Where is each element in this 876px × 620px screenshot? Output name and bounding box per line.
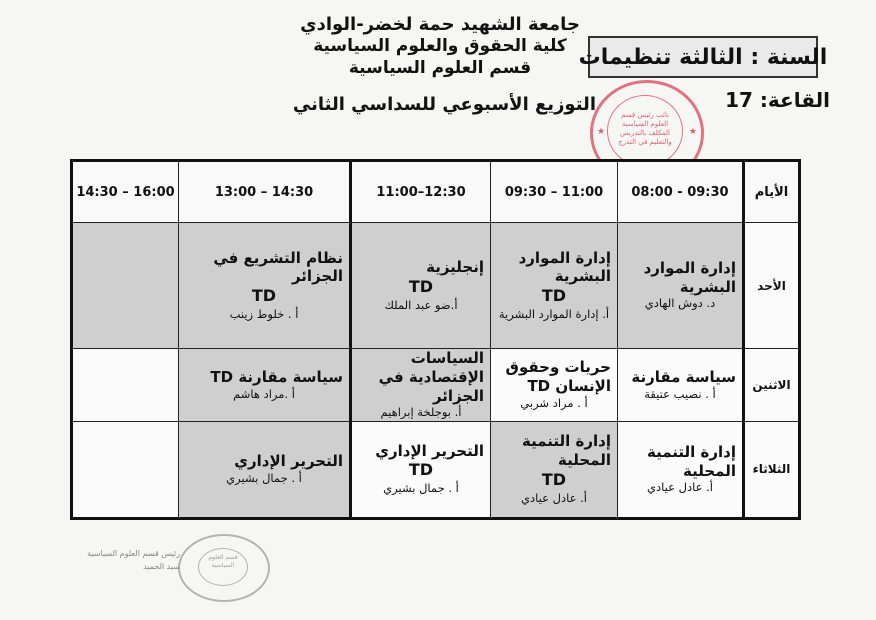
cell-td-marker: TD	[541, 469, 567, 489]
timetable-cell	[72, 349, 179, 422]
cell-teacher: أ.ضو عبد الملك	[384, 297, 458, 312]
cell-subject: سياسة مقارنة	[631, 367, 736, 386]
timetable-cell	[618, 223, 744, 349]
timetable-cell	[72, 223, 179, 349]
cell-teacher: أ. عادل عيادي	[647, 480, 713, 495]
cell-teacher: أ .مراد هاشم	[233, 386, 295, 401]
signature-name: سيد الحميد	[143, 561, 180, 571]
time-slot-header: 08:00 - 09:30	[618, 161, 744, 223]
cell-td-marker: TD	[251, 286, 277, 306]
timetable-row	[72, 223, 800, 349]
faculty-name: كلية الحقوق والعلوم السياسية	[313, 36, 567, 56]
cell-subject: إدارة التنمية المحلية	[647, 442, 736, 480]
timetable-cell	[351, 223, 491, 349]
time-slot-header: 11:00–12:30	[351, 161, 491, 223]
cell-td-marker: TD	[408, 460, 434, 480]
cell-subject: السياسات الإقتصادية في الجزائر	[378, 349, 484, 405]
university-name: جامعة الشهيد حمة لخضر-الوادي	[300, 14, 580, 35]
day-label: الثلاثاء	[744, 421, 800, 518]
cell-teacher: أ . جمال بشيري	[226, 470, 302, 485]
timetable-cell	[179, 421, 351, 518]
department-name: قسم العلوم السياسية	[348, 58, 532, 78]
cell-teacher: أ. عادل عيادي	[521, 490, 587, 505]
cell-teacher: أ . خلوط زينب	[229, 306, 299, 321]
timetable-cell	[618, 421, 744, 518]
signature-title: رئيس قسم العلوم السياسية	[87, 549, 180, 558]
cell-subject: التحرير الإداري	[234, 452, 343, 471]
timetable-cell	[491, 421, 618, 518]
timetable-cell	[179, 349, 351, 422]
cell-teacher: أ. إدارة الموارد البشرية	[498, 306, 610, 321]
signature-block	[80, 548, 180, 574]
cell-teacher: د. دوش الهادي	[644, 296, 716, 311]
gray-department-stamp	[178, 534, 270, 602]
timetable-cell	[351, 421, 491, 518]
time-slot-header: 14:30 – 16:00	[72, 161, 179, 223]
timetable-cell	[179, 223, 351, 349]
day-label: الاثنين	[744, 349, 800, 422]
cell-subject: إنجليزية	[426, 257, 484, 276]
timetable-cell	[618, 349, 744, 422]
time-slot-header: 09:30 – 11:00	[491, 161, 618, 223]
cell-subject: التحرير الإداري	[375, 441, 484, 460]
cell-subject: إدارة الموارد البشرية	[643, 258, 736, 296]
cell-subject: إدارة التنمية المحلية	[522, 432, 611, 470]
cell-td-marker: TD	[408, 276, 434, 296]
timetable-header-row	[72, 161, 800, 223]
cell-subject: إدارة الموارد البشرية	[518, 248, 611, 286]
timetable-cell	[72, 421, 179, 518]
cell-teacher: أ . جمال بشيري	[383, 481, 459, 496]
star-icon: ★	[597, 127, 606, 137]
timetable-row	[72, 421, 800, 518]
cell-teacher: أ . مراد شربي	[520, 395, 588, 410]
timetable-cell	[491, 223, 618, 349]
cell-subject: سياسة مقارنة TD	[210, 367, 343, 386]
timetable-row	[72, 349, 800, 422]
year-label: السنة : الثالثة تنظيمات	[588, 36, 818, 78]
red-stamp-text: نائب رئيس قسم العلوم السياسية المكلف بالتدريس والتعليم في التدرج	[618, 111, 672, 147]
timetable-cell	[351, 349, 491, 422]
days-header: الأيام	[744, 161, 800, 223]
room-label: القاعة: 17	[725, 88, 830, 112]
day-label: الأحد	[744, 223, 800, 349]
cell-subject: حريات وحقوق الإنسان TD	[505, 358, 611, 396]
cell-teacher: أ. بوجلخة إبراهيم	[380, 405, 462, 420]
distribution-title: التوزيع الأسبوعي للسداسي الثاني	[292, 94, 596, 115]
cell-td-marker: TD	[541, 286, 567, 306]
timetable-cell	[491, 349, 618, 422]
gray-stamp-text: قسم العلوم السياسية	[208, 554, 238, 569]
time-slot-header: 13:00 – 14:30	[179, 161, 351, 223]
star-icon: ★	[688, 127, 697, 137]
weekly-timetable	[70, 159, 801, 520]
cell-teacher: أ . نصيب عتيقة	[644, 386, 716, 401]
cell-subject: نظام التشريع في الجزائر	[213, 248, 343, 286]
